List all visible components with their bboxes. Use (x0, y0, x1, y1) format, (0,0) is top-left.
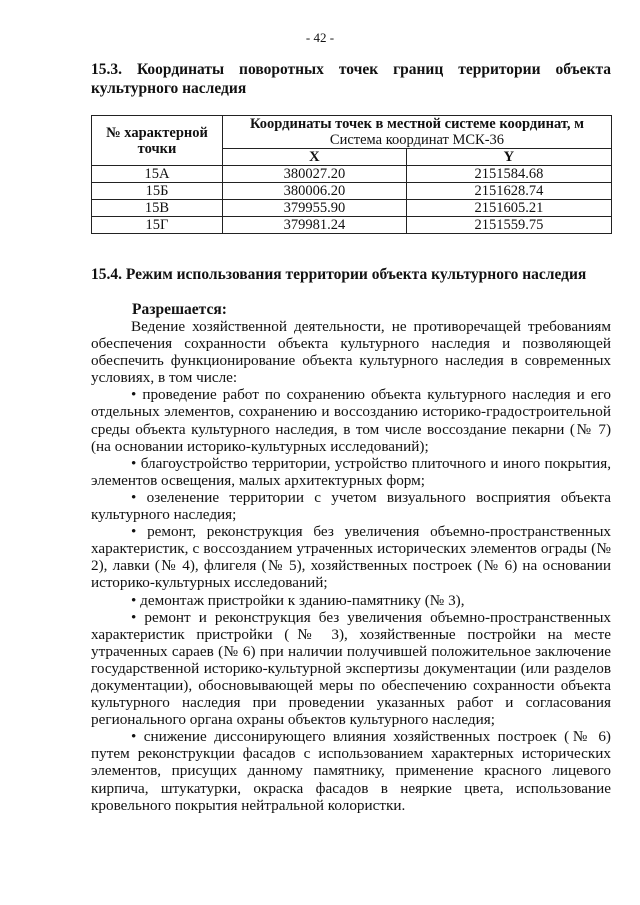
coords-header-title: Координаты точек в местной системе координат, м (250, 116, 584, 132)
table-row (92, 200, 612, 217)
list-item: • ремонт, реконструкция без увеличения объемно-пространственных характеристик, с воссозданием утраченных исторических элементов ограды (№ 2), лавки (№ 4), флигеля (№ 5), хозяйственных построек (№ 6) на основании историко-культурных исследований; (91, 523, 611, 592)
list-item: • ремонт и реконструкция без увеличения объемно-пространственных характеристик пристройки (№ 3), хозяйственные постройки на месте утраченных сараев (№ 6) при наличии получившей положительное заключение государственной историко-культурной экспертизы документации (или разделов документации), обосновывающей меры по обеспечению сохранности объекта культурного наследия при проведении указанных работ и согласования регионального органа охраны объектов культурного наследия; (91, 608, 611, 729)
list-item: • благоустройство территории, устройство плиточного и иного покрытия, элементов освещения, малых архитектурных форм; (91, 454, 611, 489)
list-item: • озеленение территории с учетом визуального восприятия объекта культурного наследия; (91, 488, 611, 524)
x-cell: 379955.90 (223, 200, 407, 217)
page-number: - 42 - (305, 30, 335, 45)
list-item: • проведение работ по сохранению объекта культурного наследия и его отдельных элементов, сохранению и воссозданию историко-градостроительной среды объекта культурного наследия, в том числе воссоздание пекарни (№ 7) (на основании историко-культурных исследований); (91, 386, 611, 455)
regime-body (91, 318, 611, 814)
y-header: Y (406, 149, 611, 166)
list-item: • демонтаж пристройки к зданию-памятнику (№ 3), (131, 591, 465, 609)
x-cell: 380006.20 (223, 183, 407, 200)
section-15-3-heading: 15.3. Координаты поворотных точек границ территории объекта культурного наследия (91, 61, 611, 97)
point-number-header: № характерной точки (92, 116, 223, 166)
table-row (92, 183, 612, 200)
allowed-label: Разрешается: (132, 301, 227, 318)
point-cell: 15В (92, 200, 223, 217)
x-cell: 379981.24 (223, 217, 407, 234)
table-row (92, 166, 612, 183)
y-cell: 2151584.68 (406, 166, 611, 183)
x-header: X (223, 149, 407, 166)
list-item: • снижение диссонирующего влияния хозяйственных построек (№ 6) путем реконструкции фасадов с использованием характерных исторических элементов, присущих данному памятнику, применение красного лицевого кирпича, штукатурки, окраска фасадов в неяркие цвета, использование кровельного покрытия нейтральной колористки. (91, 728, 611, 814)
x-cell: 380027.20 (223, 166, 407, 183)
section-15-4-heading: 15.4. Режим использования территории объекта культурного наследия (91, 266, 587, 283)
point-cell: 15Б (92, 183, 223, 200)
y-cell: 2151605.21 (406, 200, 611, 217)
point-cell: 15А (92, 166, 223, 183)
coordinates-table (91, 115, 612, 234)
intro-paragraph: Ведение хозяйственной деятельности, не противоречащей требованиям обеспечения сохранности объекта культурного наследия и позволяющей обеспечить функционирование объекта культурного наследия в современных условиях, в том числе: (91, 318, 611, 387)
table-header-row (92, 116, 612, 149)
coords-header-system: Система координат МСК-36 (329, 132, 505, 148)
coords-header (223, 116, 612, 149)
y-cell: 2151628.74 (406, 183, 611, 200)
table-row (92, 217, 612, 234)
point-cell: 15Г (92, 217, 223, 234)
y-cell: 2151559.75 (406, 217, 611, 234)
